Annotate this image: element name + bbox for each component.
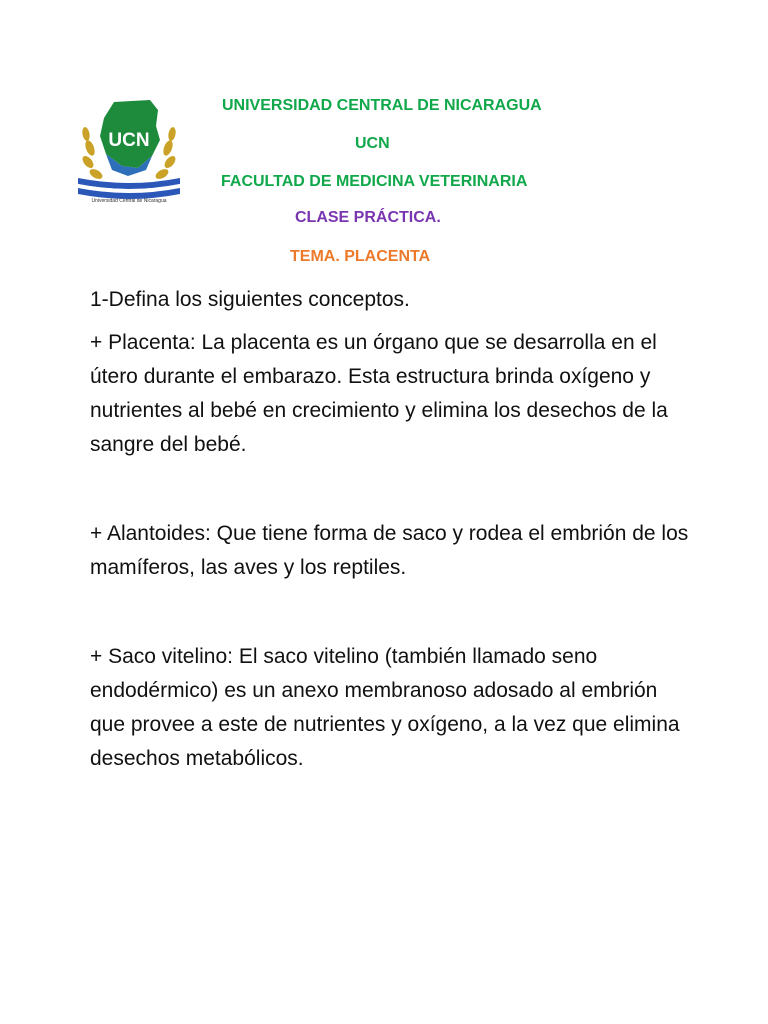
class-type-heading: CLASE PRÁCTICA. (295, 209, 441, 226)
university-acronym: UCN (355, 135, 390, 152)
topic-heading: TEMA. PLACENTA (290, 248, 431, 265)
question-heading: 1-Defina los siguientes conceptos. (90, 288, 410, 311)
definition-text: + Alantoides: Que tiene forma de saco y rodea el embrión de los mamíferos, las aves y los reptiles. (90, 522, 689, 579)
university-title: UNIVERSIDAD CENTRAL DE NICARAGUA (222, 97, 542, 114)
definition-text: + Placenta: La placenta es un órgano que se desarrolla en el útero durante el embarazo. Esta estructura brinda oxígeno y nutrientes al bebé en crecimiento y elimina los desechos de la sangre del bebé. (90, 331, 668, 456)
svg-text:UCN: UCN (108, 130, 150, 151)
definition-text: + Saco vitelino: El saco vitelino (también llamado seno endodérmico) es un anexo membranoso adosado al embrión que provee a este de nutrientes y oxígeno, a la vez que elimina desechos metabólicos. (90, 645, 680, 770)
svg-text:Universidad Central de Nicarag: Universidad Central de Nicaragua (91, 198, 167, 204)
faculty-title: FACULTAD DE MEDICINA VETERINARIA (221, 173, 528, 190)
definition-alantoides (90, 517, 690, 585)
ucn-crest-icon (76, 96, 182, 206)
definition-placenta (90, 326, 690, 462)
definition-saco-vitelino (90, 640, 690, 776)
